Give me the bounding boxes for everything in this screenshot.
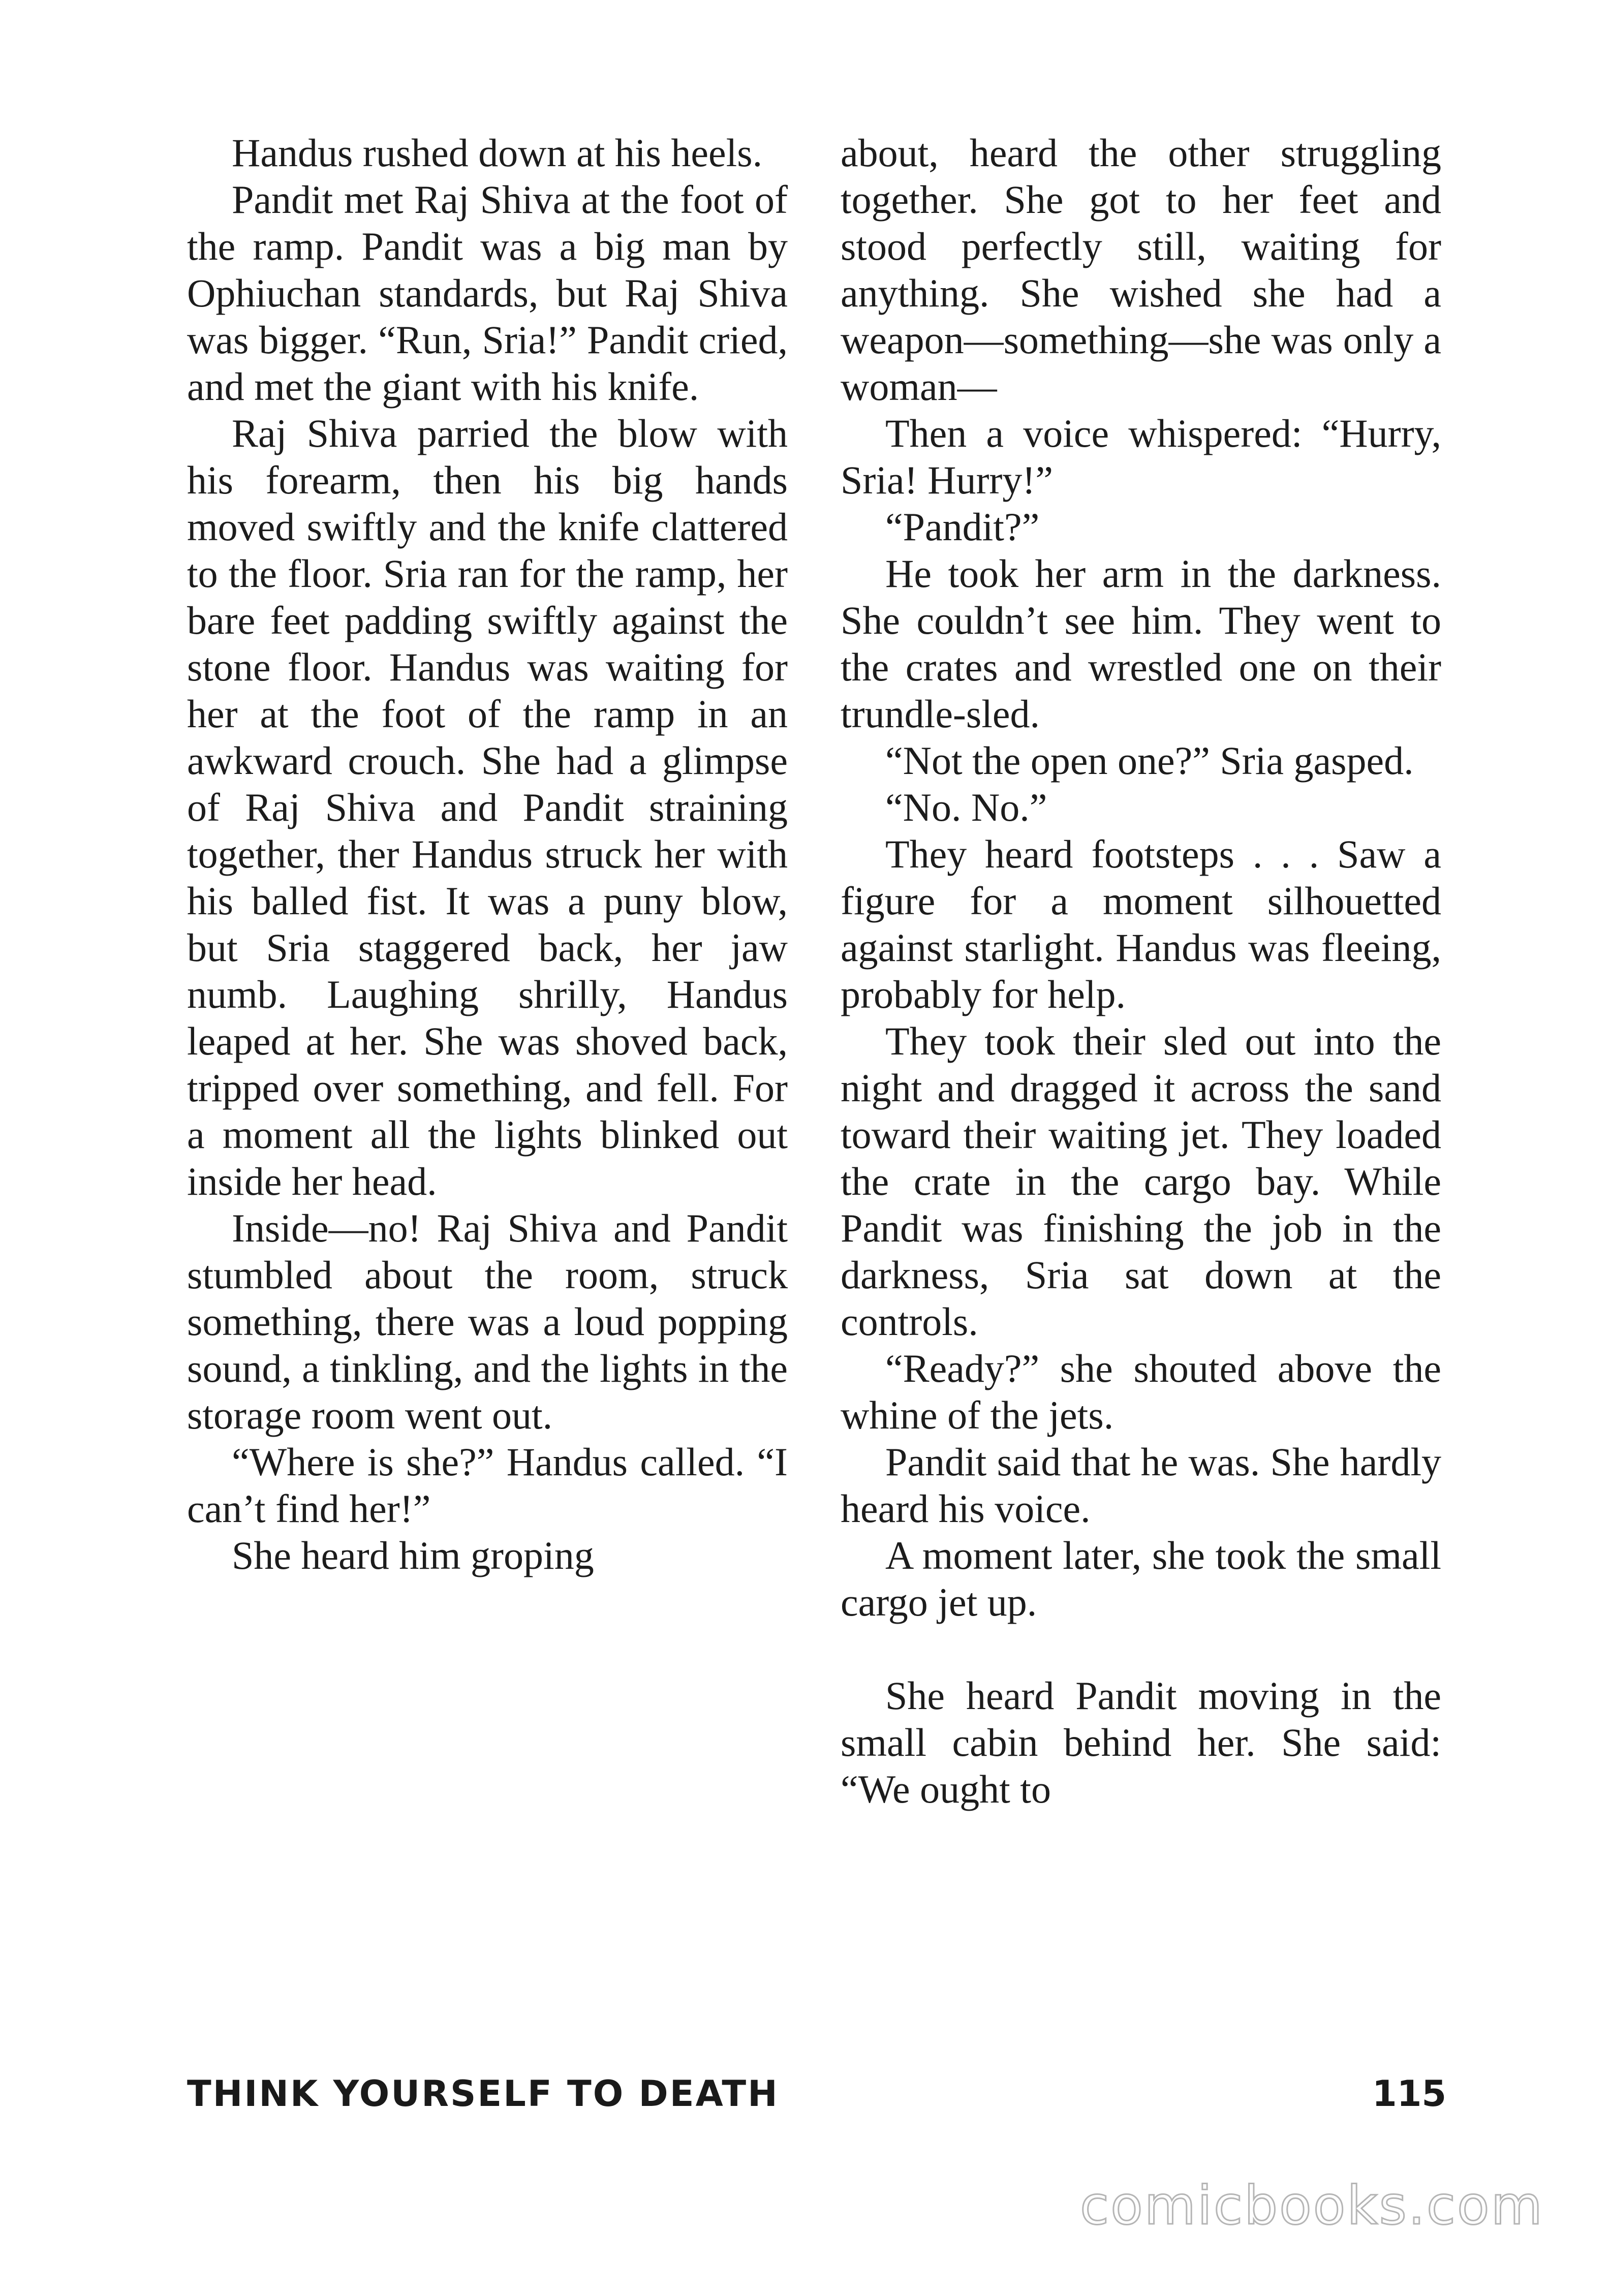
running-footer-title: THINK YOURSELF TO DEATH [187,2073,779,2115]
page-number: 115 [1372,2073,1447,2115]
paragraph: “Where is she?” Handus called. “I can’t find her!” [187,1440,788,1531]
paragraph: She heard Pandit moving in the small cabin behind her. She said: “We ought to [841,1673,1441,1811]
paragraph: Pandit said that he was. She hardly heard his voice. [841,1440,1441,1531]
paragraph: “Not the open one?” Sria gasped. [885,738,1414,783]
paragraph: A moment later, she took the small cargo jet up. [841,1533,1441,1624]
paragraph: Then a voice whispered: “Hurry, Sria! Hurry!” [841,411,1441,502]
paragraph: He took her arm in the darkness. She couldn’t see him. They went to the crates and wrestled one on their trundle-sled. [841,551,1441,736]
paragraph: “Pandit?” [885,505,1040,549]
paragraph: They heard footsteps . . . Saw a figure for a moment silhouetted against starlight. Handus was fleeing, probably for help. [841,832,1441,1016]
text-column-left [187,130,788,1579]
text-column-right [841,130,1441,1813]
paragraph: Handus rushed down at his heels. [232,131,763,175]
paragraph: Raj Shiva parried the blow with his forearm, then his big hands moved swiftly and the knife clattered to the floor. Sria ran for the ramp, her bare feet padding swiftly against the stone floor. Handus was waiting for her at the foot of the ramp in an awkward crouch. She had a glimpse of Raj Shiva and Pandit straining together, ther Handus struck her with his balled fist. It was a puny blow, but Sria staggered back, her jaw numb. Laughing shrilly, Handus leaped at her. She was shoved back, tripped over something, and fell. For a moment all the lights blinked out inside her head. [187,411,788,1203]
paragraph: She heard him groping [232,1533,594,1577]
paragraph: Pandit met Raj Shiva at the foot of the ramp. Pandit was a big man by Ophiuchan standards, but Raj Shiva was bigger. “Run, Sria!” Pandit cried, and met the giant with his knife. [187,177,788,409]
paragraph: Inside—no! Raj Shiva and Pandit stumbled about the room, struck something, there was a loud popping sound, a tinkling, and the lights in the storage room went out. [187,1206,788,1437]
paragraph: “Ready?” she shouted above the whine of the jets. [841,1346,1441,1437]
paragraph: “No. No.” [885,785,1047,829]
paragraph: They took their sled out into the night and dragged it across the sand toward their waiting jet. They loaded the crate in the cargo bay. While Pandit was finishing the job in the darkness, Sria sat down at the controls. [841,1019,1441,1344]
paragraph-continued: about, heard the other struggling together. She got to her feet and stood perfectly still, waiting for anything. She wished she had a weapon—something—she was only a woman— [841,131,1441,409]
watermark: comicbooks.com [1079,2175,1544,2237]
